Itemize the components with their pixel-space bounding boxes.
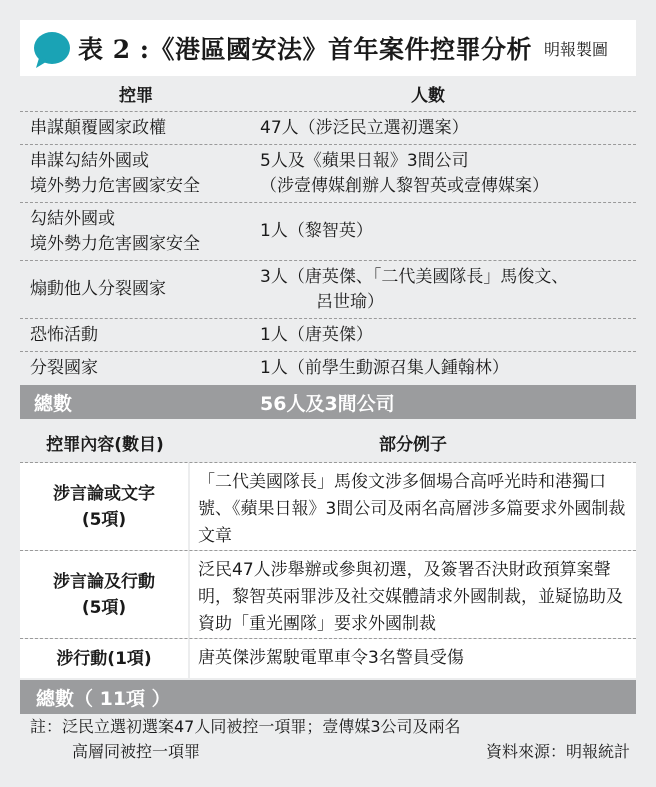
- content-total-row: 總數（ 11項 ）: [20, 680, 636, 714]
- table-row: [20, 145, 636, 203]
- table-title: 表 2 :《港區國安法》首年案件控罪分析: [78, 35, 533, 64]
- header-charge: 控罪: [119, 86, 153, 106]
- total-value: 56人及3間公司: [260, 392, 395, 415]
- table-row: [20, 550, 636, 638]
- table-row: [20, 462, 636, 550]
- category-cell: 涉言論或文字 (5項): [20, 463, 190, 550]
- charges-total-row: [20, 385, 636, 419]
- charges-table: [20, 76, 636, 419]
- category-cell: 涉言論及行動 (5項): [20, 551, 190, 638]
- count-cell: 47人（涉泛民立選初選案）: [260, 117, 469, 138]
- table-row: [20, 352, 636, 385]
- count-cell: 1人（前學生動源召集人鍾翰林）: [260, 358, 509, 378]
- examples-cell: 唐英傑涉駕駛電單車令3名警員受傷: [190, 639, 636, 678]
- note-line-2: [30, 739, 630, 764]
- table-row: [20, 112, 636, 145]
- note-continuation: 高層同被控一項罪: [72, 742, 201, 761]
- infographic-frame: [14, 20, 642, 778]
- count-cell: 3人（唐英傑、「二代美國隊長」馬俊文、 呂世瑜）: [260, 266, 569, 312]
- note-line-1: 註：泛民立選初選案47人同被控一項罪；壹傳媒3公司及兩名: [30, 717, 461, 736]
- header-category: 控罪內容(數目): [46, 434, 164, 455]
- table-row: [20, 261, 636, 319]
- charge-cell: 串謀勾結外國或 境外勢力危害國家安全: [30, 150, 200, 196]
- count-cell: 1人（唐英傑）: [260, 324, 373, 345]
- content-table: [20, 422, 636, 714]
- charge-cell: 勾結外國或 境外勢力危害國家安全: [30, 208, 200, 254]
- header-examples: 部分例子: [379, 434, 447, 455]
- table-row: [20, 638, 636, 678]
- charge-cell: 分裂國家: [30, 358, 98, 378]
- title-bar: [20, 20, 636, 76]
- count-cell: 1人（黎智英）: [260, 221, 373, 241]
- count-cell: 5人及《蘋果日報》3間公司 （涉壹傳媒創辦人黎智英或壹傳媒案）: [260, 150, 549, 196]
- table-row: [20, 319, 636, 352]
- examples-cell: 泛民47人涉舉辦或參與初選，及簽署否決財政預算案聲明，黎智英兩罪涉及社交媒體請求外國制裁，並疑協助及資助「重光團隊」要求外國制裁: [190, 551, 636, 638]
- header-count: 人數: [411, 86, 445, 106]
- content-table-header: [20, 422, 636, 462]
- title-source: 明報製圖: [544, 39, 609, 59]
- speech-bubble-icon: [34, 32, 70, 64]
- category-cell: 涉行動(1項): [20, 639, 190, 678]
- examples-cell: 「二代美國隊長」馬俊文涉多個場合高呼光時和港獨口號、《蘋果日報》3間公司及兩名高層涉多篇要求外國制裁文章: [190, 463, 636, 550]
- charge-cell: 煽動他人分裂國家: [30, 279, 166, 299]
- charges-table-header: [20, 76, 636, 112]
- table-row: [20, 203, 636, 261]
- footnotes: [30, 714, 630, 764]
- total-label: 總數: [34, 392, 73, 415]
- charge-cell: 串謀顛覆國家政權: [30, 117, 166, 138]
- data-source: 資料來源：明報統計: [485, 742, 630, 761]
- charge-cell: 恐怖活動: [30, 324, 98, 345]
